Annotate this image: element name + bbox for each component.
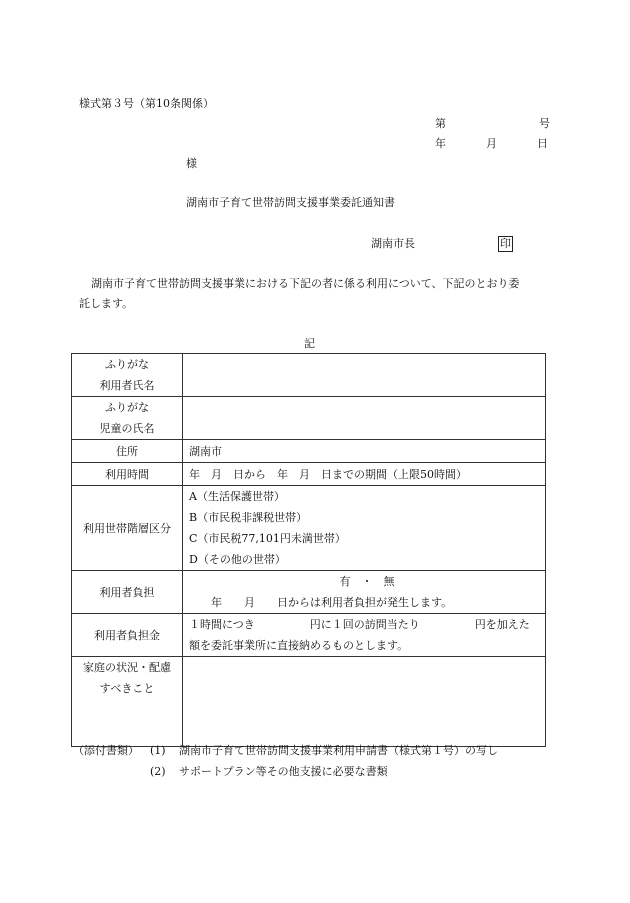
usage-period-field[interactable]: 年 月 日から 年 月 日までの期間（上限50時間） [183, 463, 546, 486]
user-fee-field [183, 614, 546, 657]
table-row [72, 354, 546, 397]
user-fee-label: 利用者負担金 [72, 614, 183, 657]
date-year: 年 [435, 137, 446, 150]
table-row [72, 571, 546, 614]
household-option-b[interactable]: B（市民税非課税世帯） [189, 511, 308, 524]
attachment-2-text: サポートプラン等その他支援に必要な書類 [179, 765, 388, 778]
burden-start-date: 年 月 日からは利用者負担が発生します。 [211, 596, 453, 609]
burden-yes-no[interactable]: 有 ・ 無 [339, 575, 395, 588]
date-month: 月 [486, 137, 497, 150]
table-row [72, 463, 546, 486]
body-line-1: 湖南市子育て世帯訪問支援事業における下記の者に係る利用について、下記のとおり委 [91, 277, 520, 290]
table-row [72, 397, 546, 440]
household-option-d[interactable]: D（その他の世帯） [189, 553, 286, 566]
address-field[interactable]: 湖南市 [183, 440, 546, 463]
issuer-name: 湖南市長 [371, 237, 415, 250]
date-day: 日 [537, 137, 548, 150]
child-name-field[interactable] [183, 397, 546, 440]
ref-dai: 第 [435, 117, 446, 130]
child-name-label: ふりがな 児童の氏名 [72, 397, 183, 440]
table-row [72, 440, 546, 463]
table-row [72, 614, 546, 657]
body-line-2: 託します。 [79, 297, 134, 310]
document-title: 湖南市子育て世帯訪問支援事業委託通知書 [186, 196, 395, 209]
household-situation-field[interactable] [183, 657, 546, 747]
ref-go: 号 [539, 117, 550, 130]
household-class-options [183, 486, 546, 571]
usage-period-label: 利用時間 [72, 463, 183, 486]
table-row [72, 486, 546, 571]
ki-heading: 記 [304, 337, 315, 350]
user-burden-field [183, 571, 546, 614]
household-situation-label: 家庭の状況・配慮 すべきこと [72, 657, 183, 747]
addressee-sama: 様 [186, 157, 197, 170]
attachment-1-text: 湖南市子育て世帯訪問支援事業利用申請書（様式第１号）の写し [179, 744, 498, 757]
user-burden-label: 利用者負担 [72, 571, 183, 614]
household-option-c[interactable]: C（市民税77,101円未満世帯） [189, 532, 346, 545]
household-option-a[interactable]: A（生活保護世帯） [189, 490, 285, 503]
application-table [71, 353, 546, 747]
attachment-2-number: (2) [150, 765, 166, 778]
attachment-1-number: (1) [150, 744, 166, 757]
form-number: 様式第３号（第10条関係） [79, 97, 214, 110]
household-class-label: 利用世帯階層区分 [72, 486, 183, 571]
address-label: 住所 [72, 440, 183, 463]
fee-rate-line: １時間につき 円に１回の訪問当たり 円を加えた [189, 618, 530, 631]
fee-payment-line: 額を委託事業所に直接納めるものとします。 [189, 639, 409, 652]
seal-box: 印 [500, 237, 511, 250]
table-row [72, 657, 546, 747]
user-name-field[interactable] [183, 354, 546, 397]
user-name-label: ふりがな 利用者氏名 [72, 354, 183, 397]
attachments-heading: （添付書類） [73, 744, 139, 757]
